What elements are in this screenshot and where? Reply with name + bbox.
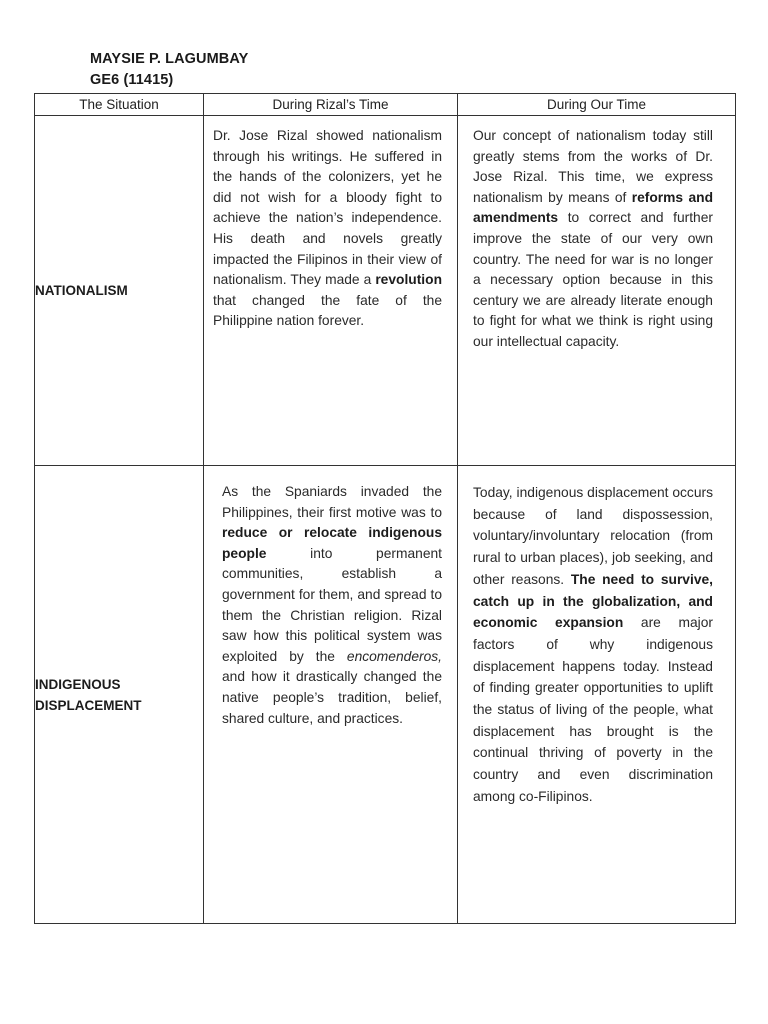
our-time-text — [473, 482, 713, 808]
situation-cell — [35, 466, 204, 924]
table-header-row — [35, 94, 736, 116]
table-row — [35, 466, 736, 924]
text-run: Today, indigenous displacement occurs because of land dispossession, voluntary/involuntary relocation (from rural to urban places), job seeking, and other reasons. — [473, 485, 713, 587]
rizal-time-cell — [204, 466, 458, 924]
column-header-situation: The Situation — [35, 94, 204, 116]
text-run: into permanent communities, establish a government for them, and spread to them the Christian religion. Rizal saw how this political system was exploited by the — [222, 545, 442, 664]
rizal-time-text — [222, 482, 442, 729]
text-run: As the Spaniards invaded the Philippines, their first motive was to — [222, 484, 442, 520]
situation-label: INDIGENOUS — [35, 676, 121, 692]
emphasis-run: reduce or relocate indigenous people — [222, 525, 442, 561]
table-row — [35, 116, 736, 466]
situation-cell — [35, 116, 204, 466]
comparison-table — [34, 93, 736, 924]
rizal-time-cell — [204, 116, 458, 466]
emphasis-run: reforms and amendments — [473, 189, 713, 226]
text-run: that changed the fate of the Philippine nation forever. — [213, 292, 442, 329]
text-run: Our concept of nationalism today still greatly stems from the works of Dr. Jose Rizal. This time, we express nationalism by means of — [473, 128, 713, 205]
text-run: are major factors of why indigenous displacement happens today. Instead of finding greater opportunities to uplift the status of living of the people, what displacement has brought is the continual thriving of poverty in the country and even discrimination among co-Filipinos. — [473, 615, 713, 804]
author-name: MAYSIE P. LAGUMBAY — [90, 51, 249, 67]
our-time-text — [473, 126, 713, 353]
column-header-our-time: During Our Time — [458, 94, 736, 116]
italic-run: encomenderos, — [346, 648, 442, 664]
text-run: Dr. Jose Rizal showed nationalism through his writings. He suffered in the hands of the colonizers, yet he did not wish for a bloody fight to achieve the nation’s independence. His death and novels greatly impacted the Filipinos in their view of nationalism. They made a — [213, 128, 442, 288]
text-run: to correct and further improve the state of our very own country. The need for war is no longer a necessary option because in this century we are already literate enough to fight for what we think is right using our intellectual capacity. — [473, 210, 713, 349]
our-time-cell — [458, 466, 736, 924]
text-run: and how it drastically changed the native people’s tradition, belief, shared culture, and practices. — [222, 669, 442, 726]
situation-label: NATIONALISM — [35, 283, 128, 298]
rizal-time-text — [213, 126, 442, 332]
emphasis-run: The need to survive, catch up in the globalization, and economic expansion — [473, 571, 713, 631]
our-time-cell — [458, 116, 736, 466]
column-header-rizal-time: During Rizal’s Time — [204, 94, 458, 116]
course-code: GE6 (11415) — [90, 72, 174, 88]
situation-label: DISPLACEMENT — [35, 697, 142, 713]
emphasis-run: revolution — [375, 272, 442, 288]
document-header — [90, 49, 248, 91]
